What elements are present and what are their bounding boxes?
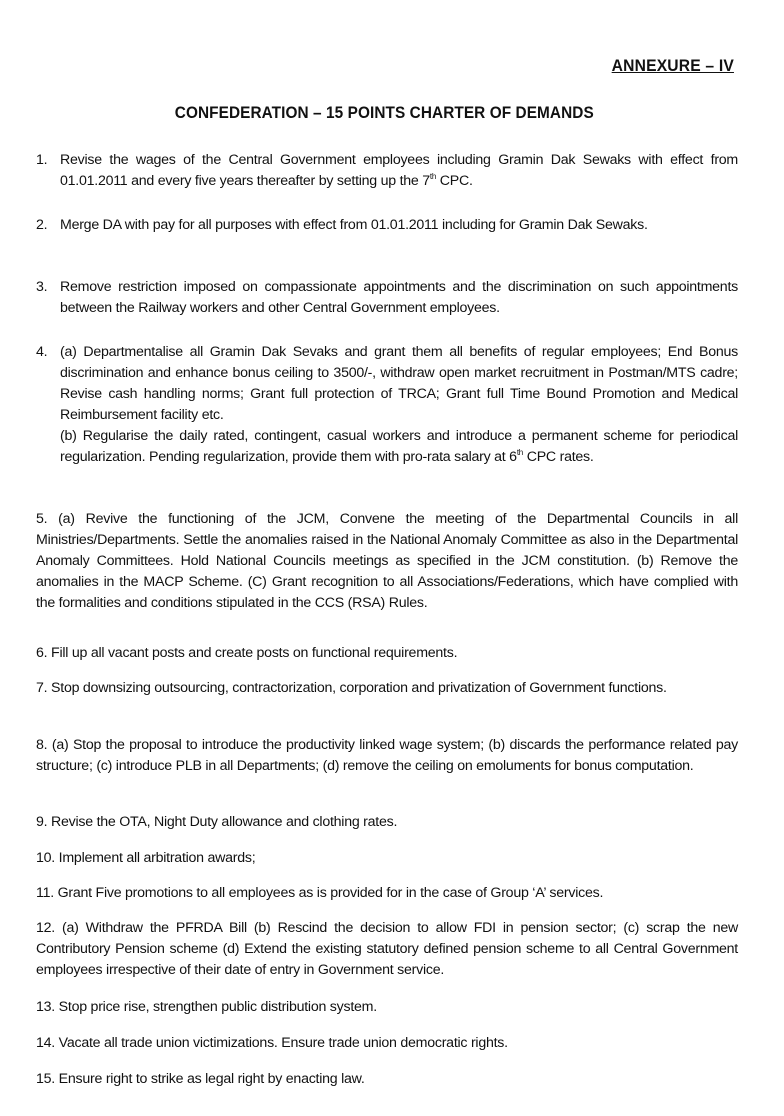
item-text: Revise the OTA, Night Duty allowance and clothing rates. [47, 814, 398, 830]
item-part-a: (a) Departmentalise all Gramin Dak Sevaks and grant them all benefits of regular employees; End Bonus discrimination and enhance bonus ceiling to 3500/-, withdraw open market recruitment in Postman/MTS cadre; Revise cash handling norms; Grant full protection of TRCA; Grant full Time Bound Promotion and Medical Reimbursement facility etc. [60, 344, 738, 423]
item-number: 14. [36, 1035, 55, 1051]
demand-item-8 [36, 735, 738, 777]
item-number: 2. [36, 217, 48, 233]
demand-item-9 [36, 812, 738, 833]
item-part-b-text: (b) Regularise the daily rated, contingent, casual workers and introduce a permanent scheme for periodical regularization. Pending regularization, provide them with pro-rata salary at 6 [60, 428, 738, 465]
item-text-tail: CPC. [436, 173, 473, 189]
demand-item-2 [36, 215, 738, 236]
superscript: th [516, 448, 523, 457]
item-text: Fill up all vacant posts and create posts on functional requirements. [47, 645, 458, 661]
item-text: Remove restriction imposed on compassionate appointments and the discrimination on such appointments between the Railway workers and other Central Government employees. [60, 279, 738, 316]
item-number: 5. [36, 511, 48, 527]
item-text: Revise the wages of the Central Government employees including Gramin Dak Sewaks with effect from 01.01.2011 and every five years thereafter by setting up the 7 [60, 152, 738, 189]
demand-item-11 [36, 883, 738, 904]
demand-item-14 [36, 1033, 738, 1054]
item-text: Ensure right to strike as legal right by enacting law. [54, 1071, 365, 1087]
item-number: 6. [36, 645, 48, 661]
item-text: (a) Stop the proposal to introduce the productivity linked wage system; (b) discards the performance related pay structure; (c) introduce PLB in all Departments; (d) remove the ceiling on emoluments for bonus computation. [36, 737, 738, 774]
item-text: (a) Revive the functioning of the JCM, Convene the meeting of the Departmental Councils in all Ministries/Departments. Settle the anomalies raised in the National Anomaly Committee as also in the Departmental Anomaly Committees. Hold National Councils meetings as specified in the JCM constitution. (b) Remove the anomalies in the MACP Scheme. (C) Grant recognition to all Associations/Federations, which have complied with the formalities and conditions stipulated in the CCS (RSA) Rules. [36, 511, 738, 611]
demand-item-13 [36, 997, 738, 1018]
item-text: Grant Five promotions to all employees as is provided for in the case of Group ‘A’ services. [53, 885, 604, 901]
item-number: 11. [36, 885, 54, 901]
item-number: 10. [36, 850, 55, 866]
annexure-label: ANNEXURE – IV [611, 56, 734, 75]
item-number: 9. [36, 814, 48, 830]
item-text: Implement all arbitration awards; [54, 850, 256, 866]
item-number: 1. [36, 152, 48, 168]
superscript: th [429, 172, 437, 181]
item-text: Stop downsizing outsourcing, contractorization, corporation and privatization of Government functions. [47, 680, 667, 696]
demand-item-12 [36, 918, 738, 981]
item-number: 12. [36, 920, 55, 936]
demand-item-5 [36, 509, 738, 614]
document-title-text: CONFEDERATION – 15 POINTS CHARTER OF DEMANDS [174, 104, 594, 122]
demand-item-10 [36, 848, 738, 869]
demand-item-6 [36, 643, 738, 664]
item-part-b-tail: CPC rates. [523, 449, 594, 465]
item-text: (a) Withdraw the PFRDA Bill (b) Rescind the decision to allow FDI in pension sector; (c) scrap the new Contributory Pension scheme (d) Extend the existing statutory defined pension scheme to all Central Government employees irrespective of their date of entry in Government service. [36, 920, 738, 978]
item-number: 15. [36, 1071, 55, 1087]
demand-item-3 [36, 277, 738, 319]
item-part-b [60, 426, 738, 468]
item-text: Vacate all trade union victimizations. Ensure trade union democratic rights. [54, 1035, 508, 1051]
item-number: 13. [36, 999, 55, 1015]
item-number: 3. [36, 279, 48, 295]
item-text: Merge DA with pay for all purposes with effect from 01.01.2011 including for Gramin Dak Sewaks. [60, 217, 648, 233]
demand-item-15 [36, 1069, 738, 1090]
demand-item-1 [36, 150, 738, 192]
document-title [0, 104, 784, 123]
item-text: Stop price rise, strengthen public distribution system. [54, 999, 377, 1015]
demand-item-7 [36, 678, 738, 699]
item-number: 4. [36, 344, 48, 360]
item-number: 7. [36, 680, 48, 696]
item-number: 8. [36, 737, 48, 753]
demand-item-4 [36, 342, 738, 468]
